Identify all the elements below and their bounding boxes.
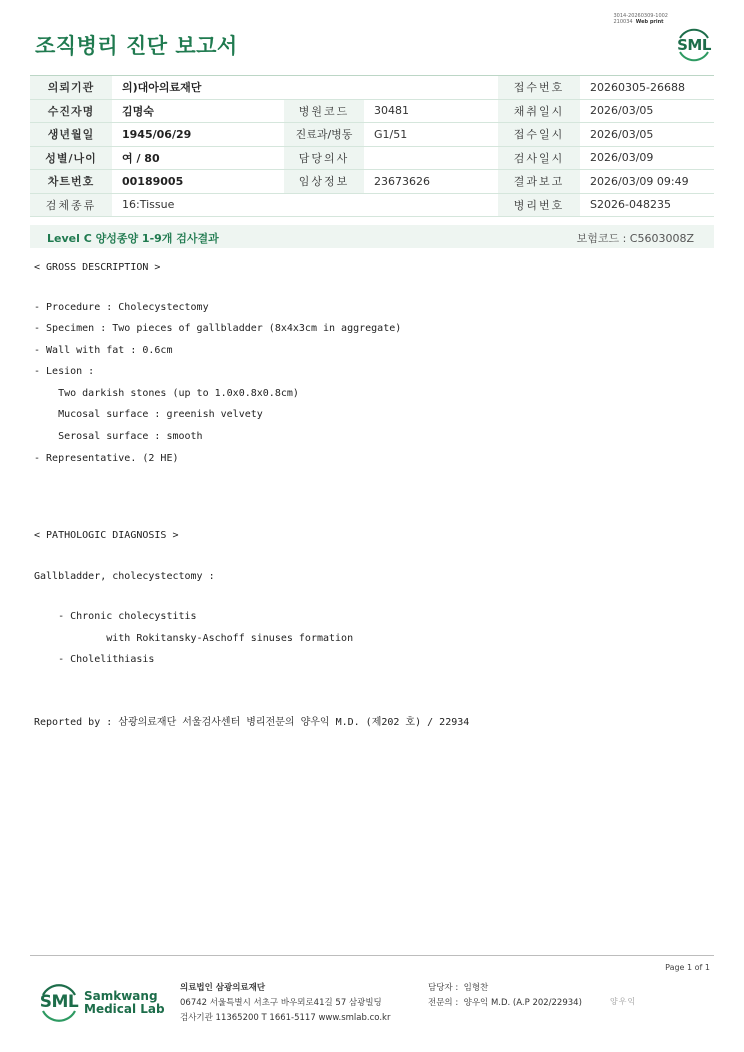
footer-divider [30, 955, 714, 956]
exam-date-value: 2026/03/09 [580, 146, 714, 170]
clinical-info-value: 23673626 [364, 170, 498, 194]
patient-name-value: 김명숙 [112, 99, 284, 123]
sex-age-value: 여 / 80 [112, 146, 284, 170]
report-line: - Chronic cholecystitis [34, 611, 197, 622]
pathology-no-value: S2026-048235 [580, 193, 714, 217]
reported-by-line: Reported by : 삼광의료재단 서울검사센터 병리전문의 양우익 M.D. (제202 호) / 22934 [34, 717, 470, 728]
department-value: G1/51 [364, 123, 498, 147]
department-label: 진료과/병동 [284, 123, 364, 147]
page-title: 조직병리 진단 보고서 [35, 34, 238, 58]
pathology-no-label: 병리번호 [498, 193, 580, 217]
report-line: - Wall with fat : 0.6cm [34, 345, 173, 356]
result-report-value: 2026/03/09 09:49 [580, 170, 714, 194]
hospital-code-value: 30481 [364, 99, 498, 123]
report-line: - Representative. (2 HE) [34, 453, 179, 464]
footer-address: 06742 서울특별시 서초구 바우뫼로41길 57 삼광빌딩 [180, 998, 382, 1008]
requester-label: 의뢰기관 [30, 76, 112, 100]
report-line: - Lesion : [34, 366, 95, 377]
print-code-line1: 3014-20260309-1002 [613, 13, 668, 19]
footer-contact: 검사기관 11365200 T 1661-5117 www.smlab.co.kr [180, 1013, 391, 1023]
info-row [30, 76, 714, 100]
gross-description-heading: < GROSS DESCRIPTION > [34, 262, 161, 273]
specimen-type-value: 16:Tissue [112, 193, 498, 217]
receipt-date-value: 2026/03/05 [580, 123, 714, 147]
specialist-name: 양우익 M.D. (A.P 202/22934) [463, 998, 582, 1008]
footer-lab-name-line1: Samkwang [84, 989, 158, 1003]
birth-date-value: 1945/06/29 [112, 123, 284, 147]
logo-text: SML [677, 36, 711, 54]
hospital-code-label: 병원코드 [284, 99, 364, 123]
doctor-label: 담당의사 [284, 146, 364, 170]
receipt-no-label: 접수번호 [498, 76, 580, 100]
footer-lab-name [84, 990, 165, 1016]
footer-specialist-row [428, 996, 582, 1011]
specialist-signature: 양우익 [610, 997, 637, 1006]
insurance-code: 보험코드 : C5603008Z [576, 232, 694, 245]
footer-logo-text: SML [39, 992, 79, 1012]
requester-value: 의)대아의료재단 [112, 76, 498, 100]
info-row [30, 146, 714, 170]
report-line: - Procedure : Cholecystectomy [34, 302, 209, 313]
receipt-no-value: 20260305-26688 [580, 76, 714, 100]
footer-address-block [180, 981, 390, 1026]
patient-name-label: 수진자명 [30, 99, 112, 123]
sml-logo [674, 24, 714, 64]
exam-date-label: 검사일시 [498, 146, 580, 170]
report-line: with Rokitansky-Aschoff sinuses formation [34, 633, 354, 644]
chart-no-label: 차트번호 [30, 170, 112, 194]
birth-date-label: 생년월일 [30, 123, 112, 147]
staff-name: 임형찬 [463, 983, 489, 993]
report-line: Serosal surface : smooth [34, 431, 203, 442]
footer-sml-logo [37, 980, 81, 1024]
info-row [30, 123, 714, 147]
footer-staff-row [428, 981, 582, 996]
info-row [30, 193, 714, 217]
level-bar [30, 225, 714, 248]
footer-lab-name-line2: Medical Lab [84, 1002, 165, 1016]
collection-date-label: 채취일시 [498, 99, 580, 123]
specialist-label: 전문의 : [428, 998, 459, 1008]
info-row [30, 99, 714, 123]
print-code-line2: 210034 Web print [613, 19, 664, 25]
print-code [613, 13, 668, 25]
doctor-value [364, 146, 498, 170]
report-line: Gallbladder, cholecystectomy : [34, 571, 215, 582]
level-title: Level C 양성종양 1-9개 검사결과 [47, 232, 219, 245]
report-line: - Specimen : Two pieces of gallbladder (8x4x3cm in aggregate) [34, 323, 402, 334]
pathologic-diagnosis-heading: < PATHOLOGIC DIAGNOSIS > [34, 530, 179, 541]
report-line: Two darkish stones (up to 1.0x0.8x0.8cm) [34, 388, 299, 399]
specimen-type-label: 검체종류 [30, 193, 112, 217]
sex-age-label: 성별/나이 [30, 146, 112, 170]
chart-no-value: 00189005 [112, 170, 284, 194]
receipt-date-label: 접수일시 [498, 123, 580, 147]
collection-date-value: 2026/03/05 [580, 99, 714, 123]
staff-label: 담당자 : [428, 983, 459, 993]
result-report-label: 결과보고 [498, 170, 580, 194]
footer-org-name: 의료법인 삼광의료재단 [180, 983, 266, 993]
info-row [30, 170, 714, 194]
report-line: Mucosal surface : greenish velvety [34, 409, 263, 420]
clinical-info-label: 임상정보 [284, 170, 364, 194]
patient-info-table [30, 75, 714, 217]
page-number: Page 1 of 1 [665, 963, 710, 972]
footer-staff-block [428, 981, 582, 1011]
report-line: - Cholelithiasis [34, 654, 155, 665]
